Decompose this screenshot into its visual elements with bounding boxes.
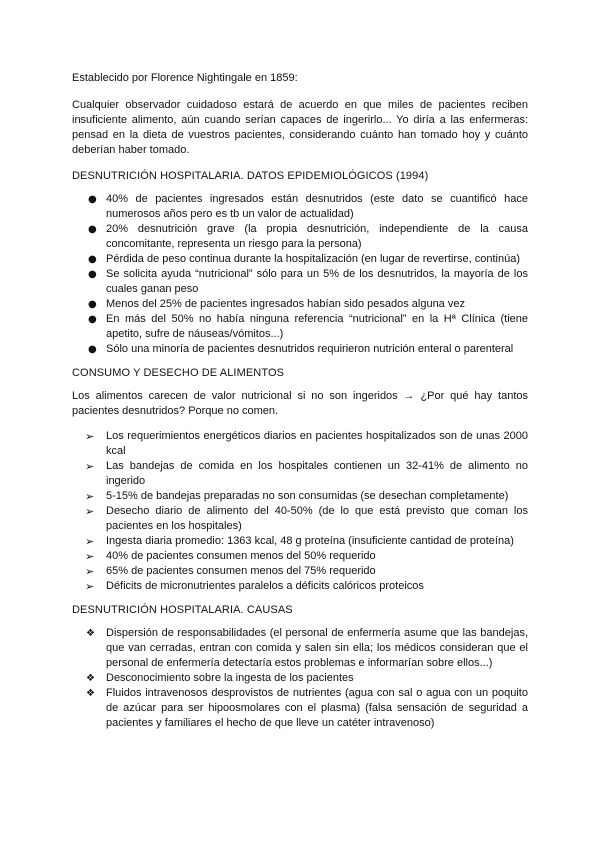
epidemiology-list [72,192,528,357]
list-item: ➢ Los requerimientos energéticos diarios en pacientes hospitalizados son de unas 2000 kcal [85,430,528,457]
bullet-dot-icon: ● [88,194,97,205]
list-item: ➢ Las bandejas de comida en los hospitales contienen un 32-41% de alimento no ingerido [85,460,528,487]
consumption-paragraph: Los alimentos carecen de valor nutricional si no son ingeridos → ¿Por qué hay tantos pacientes desnutridos? Porque no comen. [72,390,528,417]
list-item: ➢ 5-15% de bandejas preparadas no son consumidas (se desechan completamente) [85,490,509,503]
arrow-bullet-icon: ➢ [85,550,95,563]
list-item: ❖ Desconocimiento sobre la ingesta de los pacientes [86,672,354,684]
list-item: ➢ Ingesta diaria promedio: 1363 kcal, 48 g proteína (insuficiente cantidad de proteína) [85,535,514,548]
list-item: ● Pérdida de peso continua durante la hospitalización (en lugar de revertirse, continúa) [88,253,520,265]
arrow-bullet-icon: ➢ [85,505,95,518]
list-item: ● Menos del 25% de pacientes ingresados habían sido pesados alguna vez [88,298,465,310]
arrow-bullet-icon: ➢ [85,535,95,548]
section-heading-consumption: CONSUMO Y DESECHO DE ALIMENTOS [72,367,285,379]
arrow-bullet-icon: ➢ [85,460,95,473]
bullet-dot-icon: ● [88,254,97,265]
diamond-bullet-icon: ❖ [86,673,95,684]
diamond-bullet-icon: ❖ [86,628,95,639]
list-item: ❖ Fluidos intravenosos desprovistos de nutrientes (agua con sal o agua con un poquito de azúcar para ser hipoosmolares con el plasma) (falsa sensación de seguridad a pacientes y familiares el hecho de que lleve un catéter intravenoso) [86,687,528,729]
bullet-dot-icon: ● [88,269,97,280]
bullet-dot-icon: ● [88,224,97,235]
nightingale-quote: Cualquier observador cuidadoso estará de acuerdo en que miles de pacientes reciben insuficiente alimento, aún cuando serían capaces de ingerirlo... Yo diría a las enfermeras: pensad en la dieta de vuestros pacientes, considerando cuánto han tomado hoy y cuánto deberían haber tomado. [72,99,528,156]
list-item: ● 40% de pacientes ingresados están desnutridos (este dato se cuantificó hace numerosos años pero es tb un valor de actualidad) [88,193,528,220]
bullet-dot-icon: ● [88,344,97,355]
list-item: ● Sólo una minoría de pacientes desnutridos requirieron nutrición enteral o parenteral [88,343,514,355]
list-item: ➢ Desecho diario de alimento del 40-50% (de lo que está previsto que coman los pacientes en los hospitales) [85,505,528,532]
list-item: ● En más del 50% no había ninguna referencia “nutricional” en la Hª Clínica (tiene apetito, sufre de náuseas/vómitos...) [88,313,528,340]
section-heading-epidemiology: DESNUTRICIÓN HOSPITALARIA. DATOS EPIDEMIOLÓGICOS (1994) [72,170,429,182]
intro-line: Establecido por Florence Nightingale en 1859: [72,72,298,84]
list-item: ● 20% desnutrición grave (la propia desnutrición, independiente de la causa concomitante, representa un riesgo para la persona) [88,223,528,250]
arrow-bullet-icon: ➢ [85,565,95,578]
diamond-bullet-icon: ❖ [86,688,95,699]
list-item: ➢ 40% de pacientes consumen menos del 50% requerido [85,550,376,563]
bullet-dot-icon: ● [88,299,97,310]
arrow-bullet-icon: ➢ [85,490,95,503]
bullet-dot-icon: ● [88,314,97,325]
list-item: ❖ Dispersión de responsabilidades (el personal de enfermería asume que las bandejas, que van cerradas, entran con comida y salen sin ella; los médicos consideran que el personal de enfermería detectaría estos problemas e informarían sobre ellos...) [86,627,528,669]
list-item: ➢ Déficits de micronutrientes paralelos a déficits calóricos proteicos [85,580,424,593]
arrow-bullet-icon: ➢ [85,430,95,443]
list-item: ➢ 65% de pacientes consumen menos del 75% requerido [85,565,376,578]
causes-list [72,626,528,731]
section-heading-causes: DESNUTRICIÓN HOSPITALARIA. CAUSAS [72,604,293,616]
arrow-bullet-icon: ➢ [85,580,95,593]
list-item: ● Se solicita ayuda “nutricional” sólo para un 5% de los desnutridos, la mayoría de los cuales ganan peso [88,268,528,295]
consumption-list [72,429,528,594]
